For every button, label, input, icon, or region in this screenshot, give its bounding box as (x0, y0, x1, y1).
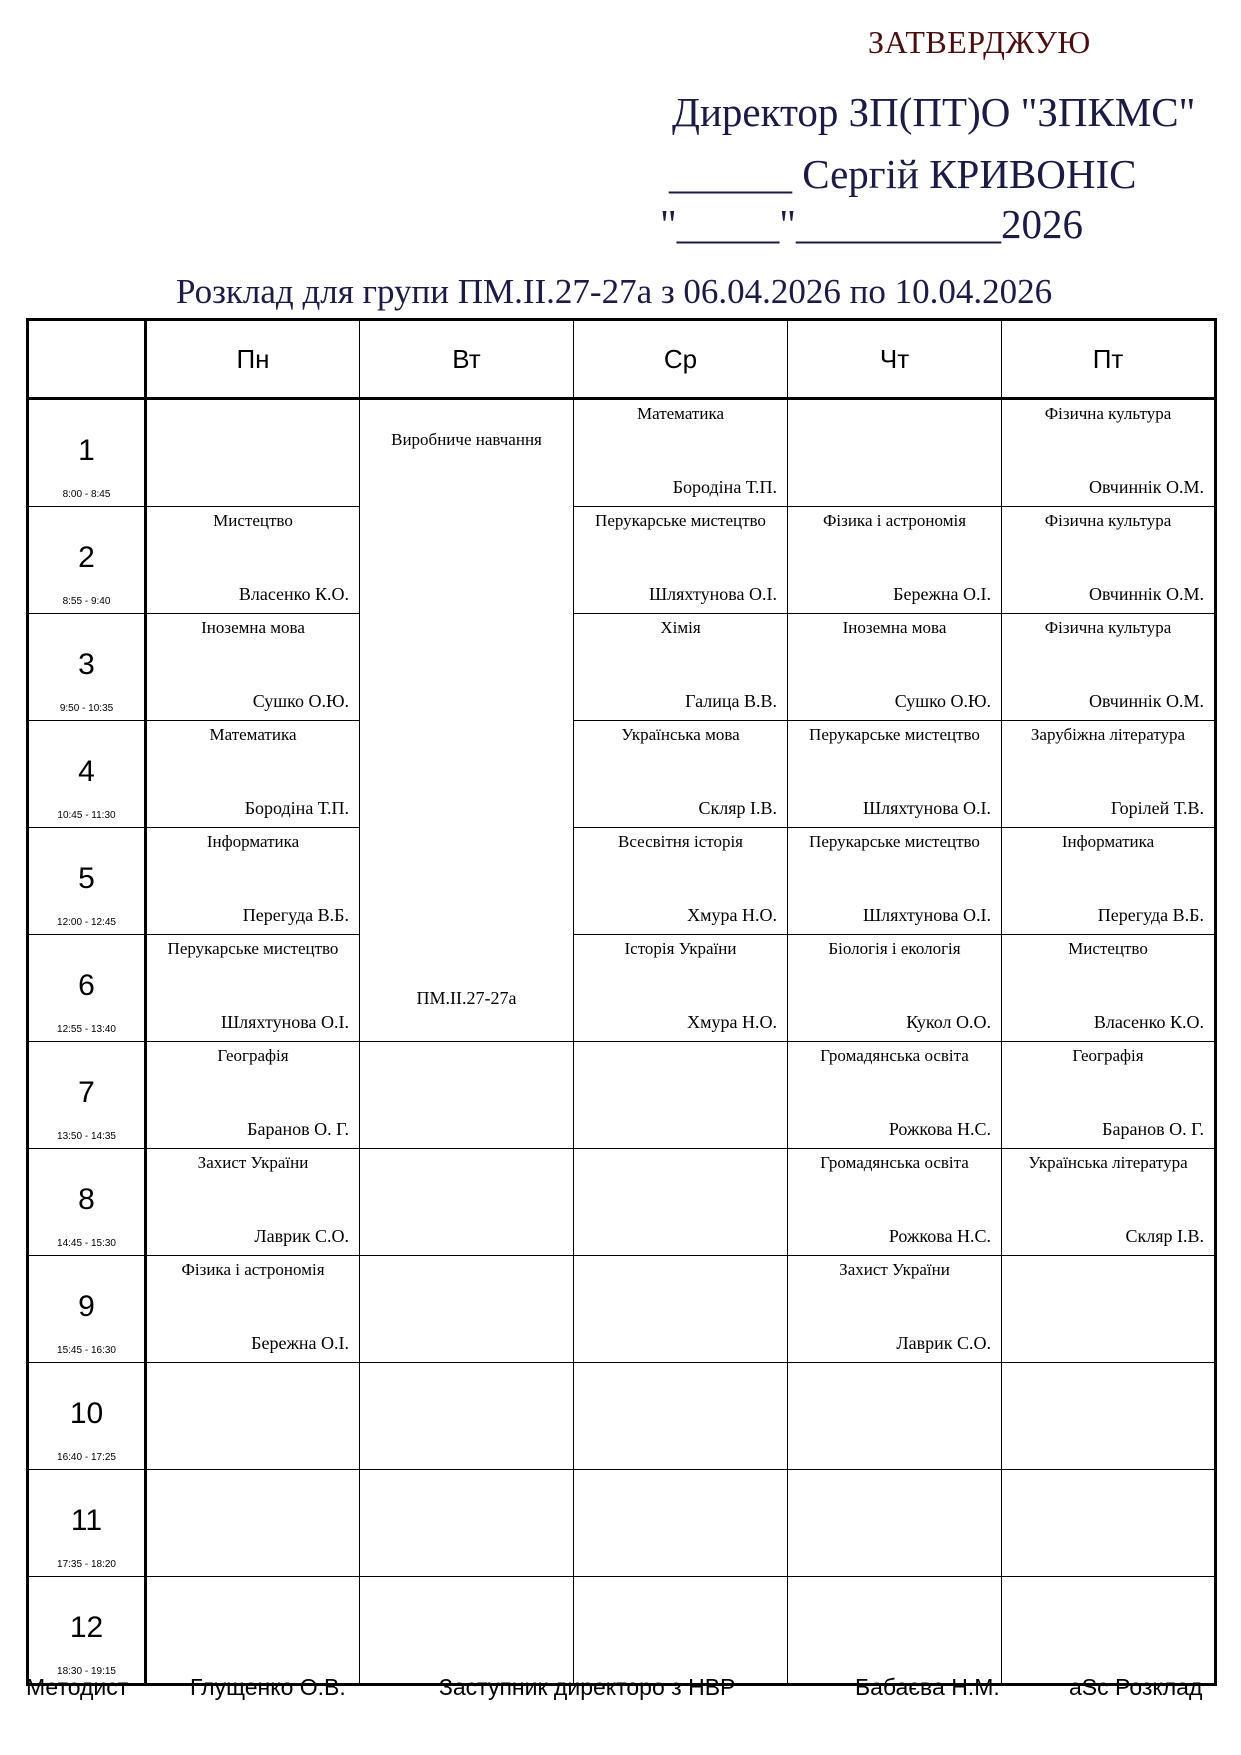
period-cell (28, 1149, 146, 1256)
lesson (1002, 614, 1214, 720)
director-title: Директор ЗП(ПТ)О "ЗПКМС" (672, 89, 1196, 135)
lesson (147, 721, 359, 827)
schedule-cell (788, 399, 1002, 507)
schedule-cell (1002, 1042, 1216, 1149)
period-time: 13:50 - 14:35 (57, 1131, 116, 1142)
lesson (147, 400, 359, 506)
schedule-cell (574, 1256, 788, 1363)
methodist-label: Методист (26, 1674, 129, 1700)
footer (0, 1674, 1241, 1704)
lesson (1002, 1470, 1214, 1576)
schedule-cell (1002, 507, 1216, 614)
schedule-cell (146, 1470, 360, 1577)
schedule-cell (1002, 1363, 1216, 1470)
period-cell (28, 1256, 146, 1363)
lesson-subject: Географія (217, 1046, 289, 1065)
lesson (1002, 721, 1214, 827)
schedule-cell (360, 1149, 574, 1256)
day-header: Пт (1002, 320, 1216, 399)
schedule-cell (1002, 828, 1216, 935)
approval-date-line: "_____"__________2026 (660, 201, 1083, 247)
lesson-subject: Географія (1072, 1046, 1144, 1065)
period-cell (28, 1577, 146, 1685)
period-number: 8 (78, 1183, 95, 1216)
lesson (574, 721, 787, 827)
schedule-cell (574, 1470, 788, 1577)
schedule-cell (788, 1042, 1002, 1149)
lesson (147, 1256, 359, 1362)
lesson-teacher: Власенко К.О. (238, 584, 349, 604)
lesson (147, 1363, 359, 1469)
period-time: 12:00 - 12:45 (57, 917, 116, 928)
schedule-cell (1002, 1470, 1216, 1577)
period-row (28, 399, 1216, 507)
lesson (360, 1363, 573, 1469)
lesson (788, 1042, 1001, 1148)
schedule-cell (574, 721, 788, 828)
schedule-cell (360, 1256, 574, 1363)
software-label: aSc Розклад (1069, 1674, 1203, 1700)
corner-cell (28, 320, 146, 399)
schedule-cell (146, 1363, 360, 1470)
lesson-teacher: Баранов О. Г. (1102, 1119, 1204, 1139)
schedule-cell (1002, 1149, 1216, 1256)
lesson (360, 1149, 573, 1255)
lesson-teacher: Сушко О.Ю. (894, 691, 991, 711)
period-cell (28, 1470, 146, 1577)
period-row (28, 828, 1216, 935)
day-header: Ср (574, 320, 788, 399)
schedule-cell (360, 1577, 574, 1685)
period-number: 12 (69, 1611, 104, 1644)
schedule-cell (788, 614, 1002, 721)
lesson-subject: Мистецтво (213, 511, 293, 530)
lesson (147, 1149, 359, 1255)
lesson (788, 935, 1001, 1041)
lesson-teacher: Скляр І.В. (1125, 1226, 1204, 1246)
schedule-cell (1002, 1256, 1216, 1363)
lesson-teacher: Горілей Т.В. (1110, 798, 1204, 818)
lesson (788, 400, 1001, 506)
period-cell (28, 399, 146, 507)
schedule-cell (788, 721, 1002, 828)
day-header: Пн (146, 320, 360, 399)
period-number: 5 (78, 862, 95, 895)
lesson (574, 935, 787, 1041)
lesson (147, 1577, 359, 1683)
lesson (1002, 507, 1214, 613)
period-number: 10 (69, 1397, 104, 1430)
period-number: 11 (70, 1504, 103, 1537)
approval-stamp-label: ЗАТВЕРДЖУЮ (868, 24, 1091, 60)
lesson (574, 507, 787, 613)
lesson (574, 1363, 787, 1469)
lesson (1002, 935, 1214, 1041)
lesson (147, 1042, 359, 1148)
lesson-teacher: Овчиннік О.М. (1088, 691, 1204, 711)
lesson-teacher: Бережна О.І. (893, 584, 991, 604)
lesson-subject: Математика (209, 725, 297, 744)
lesson-subject: Інформатика (1061, 832, 1155, 851)
lesson-subject: Захист України (839, 1260, 950, 1279)
lesson (574, 1149, 787, 1255)
schedule-cell (574, 507, 788, 614)
period-cell (28, 935, 146, 1042)
period-cell (28, 828, 146, 935)
schedule-cell (146, 721, 360, 828)
period-row (28, 1577, 1216, 1685)
lesson (574, 614, 787, 720)
lesson (360, 1470, 573, 1576)
deputy-label: Заступник директоро з НВР (439, 1674, 736, 1700)
period-time: 9:50 - 10:35 (59, 703, 114, 714)
lesson-teacher: Овчиннік О.М. (1088, 584, 1204, 604)
lesson-subject: Перукарське мистецтво (809, 832, 980, 851)
period-row (28, 1470, 1216, 1577)
schedule-cell (788, 1577, 1002, 1685)
lesson-subject: Громадянська освіта (820, 1046, 969, 1065)
schedule-cell (360, 1042, 574, 1149)
lesson-teacher: Перегуда В.Б. (1097, 905, 1204, 925)
schedule-cell (788, 828, 1002, 935)
schedule-cell (1002, 614, 1216, 721)
lesson (574, 1577, 787, 1683)
lesson-teacher: Хмура Н.О. (687, 1012, 777, 1032)
schedule-cell (788, 935, 1002, 1042)
lesson (147, 935, 359, 1041)
period-row (28, 721, 1216, 828)
period-time: 16:40 - 17:25 (57, 1452, 116, 1463)
period-number: 7 (78, 1076, 95, 1109)
schedule-cell (574, 1042, 788, 1149)
period-number: 1 (78, 434, 95, 467)
schedule-cell (574, 399, 788, 507)
lesson (1002, 828, 1214, 934)
schedule-cell (788, 1470, 1002, 1577)
period-row (28, 507, 1216, 614)
lesson-subject: Іноземна мова (201, 618, 305, 637)
lesson-teacher: Шляхтунова О.І. (221, 1012, 349, 1032)
schedule-cell (146, 935, 360, 1042)
period-number: 2 (78, 541, 95, 574)
lesson-teacher: Хмура Н.О. (687, 905, 777, 925)
lesson (574, 1042, 787, 1148)
lesson-subject: Історія України (624, 939, 737, 958)
lesson (788, 507, 1001, 613)
period-cell (28, 614, 146, 721)
period-time: 8:55 - 9:40 (62, 596, 111, 607)
lesson (147, 507, 359, 613)
schedule-cell (574, 1577, 788, 1685)
lesson-subject: Українська мова (621, 725, 740, 744)
deputy-name: Бабаєва Н.М. (855, 1674, 1000, 1700)
schedule-title: Розклад для групи ПМ.II.27-27а з 06.04.2026 по 10.04.2026 (176, 272, 1053, 311)
lesson (360, 1042, 573, 1148)
lesson (1002, 1577, 1214, 1683)
practice-subject: Виробниче навчання (391, 430, 542, 449)
period-row (28, 1042, 1216, 1149)
lesson-subject: Мистецтво (1068, 939, 1148, 958)
schedule-cell (1002, 399, 1216, 507)
lesson (147, 828, 359, 934)
lesson (788, 1256, 1001, 1362)
lesson (788, 721, 1001, 827)
lesson-subject: Математика (636, 404, 725, 423)
lesson-teacher: Баранов О. Г. (247, 1119, 349, 1139)
schedule-cell (574, 1149, 788, 1256)
lesson-subject: Українська література (1028, 1153, 1188, 1172)
period-cell (28, 1042, 146, 1149)
lesson-teacher: Лаврик С.О. (896, 1333, 991, 1353)
period-cell (28, 721, 146, 828)
schedule-cell (574, 1363, 788, 1470)
lesson-subject: Захист України (197, 1153, 309, 1172)
schedule-cell (788, 1363, 1002, 1470)
lesson-subject: Перукарське мистецтво (595, 511, 766, 530)
lesson-subject: Перукарське мистецтво (809, 725, 980, 744)
schedule-cell (146, 1577, 360, 1685)
lesson-teacher: Овчиннік О.М. (1088, 477, 1204, 497)
lesson-subject: Фізична культура (1044, 511, 1172, 530)
lesson (1002, 1149, 1214, 1255)
schedule-cell (788, 1149, 1002, 1256)
lesson-teacher: Галица В.В. (685, 691, 777, 711)
lesson-teacher: Скляр І.В. (698, 798, 777, 818)
schedule-cell (146, 1256, 360, 1363)
period-time: 8:00 - 8:45 (62, 489, 111, 500)
schedule-cell (1002, 721, 1216, 828)
lesson-subject: Перукарське мистецтво (167, 939, 339, 958)
schedule-cell (574, 614, 788, 721)
period-cell (28, 1363, 146, 1470)
lesson (788, 1149, 1001, 1255)
lesson (360, 1577, 573, 1683)
lesson-subject: Всесвітня історія (618, 832, 743, 851)
day-header: Вт (360, 320, 574, 399)
period-row (28, 935, 1216, 1042)
schedule-cell (146, 828, 360, 935)
lesson (788, 614, 1001, 720)
lesson-subject: Хімія (660, 618, 701, 637)
lesson-teacher: Бородіна Т.П. (672, 477, 777, 497)
schedule-table (26, 318, 1217, 1686)
lesson-subject: Фізична культура (1044, 618, 1172, 637)
lesson (788, 1363, 1001, 1469)
lesson-teacher: Власенко К.О. (1093, 1012, 1204, 1032)
schedule-cell (1002, 1577, 1216, 1685)
lesson-teacher: Перегуда В.Б. (242, 905, 349, 925)
lesson-subject: Зарубіжна література (1030, 725, 1186, 744)
period-row (28, 1256, 1216, 1363)
day-header: Чт (788, 320, 1002, 399)
schedule-cell (788, 1256, 1002, 1363)
lesson-teacher: Лаврик С.О. (254, 1226, 349, 1246)
lesson-subject: Фізика і астрономія (181, 1260, 325, 1279)
schedule-cell (146, 1149, 360, 1256)
day-header-row (28, 320, 1216, 399)
lesson-subject: Біологія і екологія (828, 939, 961, 958)
lesson (1002, 1042, 1214, 1148)
lesson-subject: Іноземна мова (842, 618, 947, 637)
period-number: 4 (78, 755, 95, 788)
schedule-cell (1002, 935, 1216, 1042)
period-number: 6 (78, 969, 95, 1002)
lesson-teacher: Сушко О.Ю. (252, 691, 349, 711)
period-number: 3 (78, 648, 95, 681)
lesson-teacher: Рожкова Н.С. (888, 1226, 991, 1246)
lesson (1002, 400, 1214, 506)
lesson-teacher: Шляхтунова О.І. (863, 798, 991, 818)
lesson (574, 828, 787, 934)
lesson-subject: Інформатика (206, 832, 300, 851)
lesson-teacher: Шляхтунова О.І. (863, 905, 991, 925)
period-row (28, 1149, 1216, 1256)
practice-group: ПМ.II.27-27а (416, 988, 517, 1008)
lesson (1002, 1363, 1214, 1469)
lesson-subject: Фізична культура (1044, 404, 1172, 423)
schedule-cell (574, 828, 788, 935)
lesson (574, 400, 787, 506)
lesson-teacher: Кукол О.О. (906, 1012, 991, 1032)
lesson-subject: Громадянська освіта (820, 1153, 969, 1172)
schedule-cell (360, 1363, 574, 1470)
schedule-cell (146, 1042, 360, 1149)
period-number: 9 (78, 1290, 95, 1323)
period-cell (28, 507, 146, 614)
schedule-cell (360, 1470, 574, 1577)
lesson (1002, 1256, 1214, 1362)
lesson (788, 1577, 1001, 1683)
lesson (788, 1470, 1001, 1576)
lesson-subject: Фізика і астрономія (822, 511, 967, 530)
lesson (574, 1256, 787, 1362)
lesson-teacher: Бережна О.І. (251, 1333, 349, 1353)
period-time: 14:45 - 15:30 (57, 1238, 116, 1249)
schedule-cell (146, 614, 360, 721)
period-time: 17:35 - 18:20 (57, 1559, 116, 1570)
schedule-cell (788, 507, 1002, 614)
lesson (147, 1470, 359, 1576)
period-time: 15:45 - 16:30 (57, 1345, 116, 1356)
lesson (574, 1470, 787, 1576)
period-time: 18:30 - 19:15 (57, 1666, 116, 1677)
lesson (788, 828, 1001, 934)
lesson (360, 1256, 573, 1362)
period-time: 12:55 - 13:40 (57, 1024, 116, 1035)
lesson (147, 614, 359, 720)
period-row (28, 1363, 1216, 1470)
methodist-name: Глущенко О.В. (190, 1674, 346, 1700)
lesson-teacher: Шляхтунова О.І. (649, 584, 777, 604)
period-time: 10:45 - 11:30 (57, 810, 116, 821)
lesson-teacher: Рожкова Н.С. (888, 1119, 991, 1139)
period-row (28, 614, 1216, 721)
tuesday-practice-block (360, 399, 574, 1042)
schedule-cell (574, 935, 788, 1042)
schedule-cell (146, 507, 360, 614)
director-signature-line: ______ Сергій КРИВОНІС (669, 151, 1137, 197)
lesson-teacher: Бородіна Т.П. (244, 798, 349, 818)
schedule-cell (146, 399, 360, 507)
